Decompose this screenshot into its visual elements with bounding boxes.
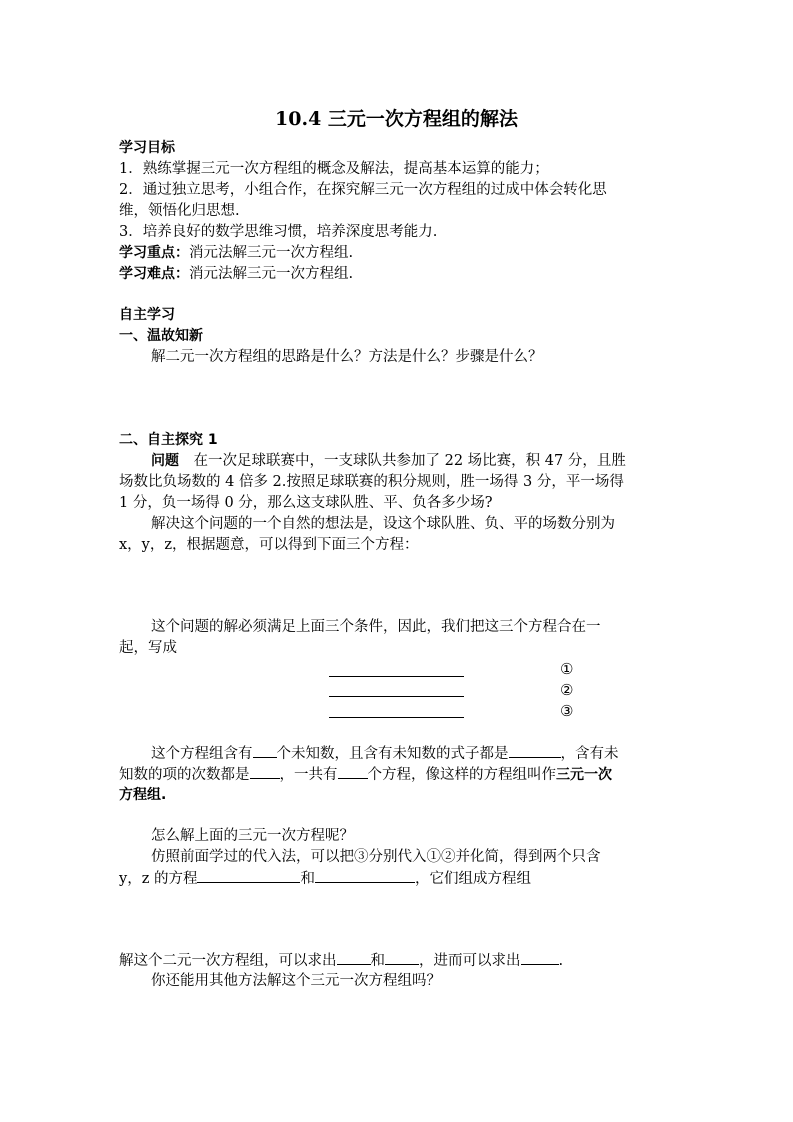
equation-yz-blank-2[interactable] — [315, 868, 415, 883]
goal-item: 维，领悟化归思想. — [119, 203, 240, 219]
equation-blank-3[interactable] — [329, 717, 464, 718]
difficulty-label: 学习难点： — [119, 266, 189, 282]
substitution-text: 和 — [300, 871, 315, 887]
equation-marker: ② — [560, 681, 574, 699]
problem-line: 1 分，负一场得 0 分，那么这支球队胜、平、负各多少场? — [119, 495, 493, 511]
unknown-count-blank[interactable] — [253, 743, 277, 758]
problem-line — [151, 451, 626, 471]
substitution-line: 仿照前面学过的代入法，可以把③分别代入①②并化简，得到两个只含 — [151, 849, 601, 865]
goal-item: 1．熟练掌握三元一次方程组的概念及解法，提高基本运算的能力； — [119, 161, 549, 177]
concept-line-2 — [119, 764, 612, 785]
concept-text: 知数的项的次数都是 — [119, 767, 250, 783]
concept-text: 个未知数，且含有未知数的式子都是 — [276, 746, 509, 762]
solve-line — [119, 950, 563, 971]
concept-text: ，一共有 — [279, 767, 338, 783]
idea-line: x，y，z，根据题意，可以得到下面三个方程： — [119, 537, 419, 553]
goal-item: 3．培养良好的数学思维习惯，培养深度思考能力. — [119, 224, 438, 240]
key-point-text: 消元法解三元一次方程组. — [189, 245, 354, 261]
problem-text: 在一次足球联赛中，一支球队共参加了 22 场比赛，积 47 分，且胜 — [179, 453, 626, 469]
key-point-label: 学习重点： — [119, 245, 189, 261]
other-method-question: 你还能用其他方法解这个三元一次方程组吗？ — [151, 973, 441, 989]
goal-item: 2．通过独立思考，小组合作，在探究解三元一次方程组的过成中体会转化思 — [119, 182, 607, 198]
solve-text: 和 — [370, 953, 385, 969]
difficulty-text: 消元法解三元一次方程组. — [189, 266, 354, 282]
substitution-text: y，z 的方程 — [119, 871, 198, 887]
substitution-line-2 — [119, 868, 531, 889]
concept-term: 三元一次 — [556, 767, 612, 783]
concept-text: ，含有未 — [560, 746, 619, 762]
equation-marker: ① — [560, 660, 574, 678]
review-question: 解二元一次方程组的思路是什么？方法是什么？步骤是什么？ — [151, 349, 543, 365]
concept-text: 个方程，像这样的方程组叫作 — [367, 767, 556, 783]
combine-line: 这个问题的解必须满足上面三个条件，因此，我们把这三个方程合在一 — [151, 619, 601, 635]
review-heading: 一、温故知新 — [119, 328, 203, 344]
solve-text: . — [558, 953, 564, 969]
how-question: 怎么解上面的三元一次方程呢？ — [151, 828, 354, 844]
equation-yz-blank-1[interactable] — [197, 868, 300, 883]
equation-count-blank[interactable] — [338, 764, 368, 779]
equation-marker: ③ — [560, 702, 574, 720]
combine-line: 起，写成 — [119, 640, 177, 656]
problem-label: 问题 — [151, 453, 179, 469]
solve-text: ，进而可以求出 — [419, 953, 521, 969]
concept-line-1 — [151, 743, 619, 764]
key-point — [119, 243, 353, 263]
degree-blank[interactable] — [250, 764, 280, 779]
expression-type-blank[interactable] — [509, 743, 561, 758]
concept-text: 这个方程组含有 — [151, 746, 253, 762]
solve-blank-2[interactable] — [385, 950, 419, 965]
equation-blank-1[interactable] — [329, 676, 464, 677]
page-title: 10.4 三元一次方程组的解法 — [275, 108, 518, 130]
substitution-text: ，它们组成方程组 — [414, 871, 531, 887]
solve-blank-3[interactable] — [521, 950, 559, 965]
difficulty-point — [119, 264, 353, 284]
problem-line: 场数比负场数的 4 倍多 2.按照足球联赛的积分规则，胜一场得 3 分，平一场得 — [119, 474, 624, 490]
solve-blank-1[interactable] — [337, 950, 371, 965]
idea-line: 解决这个问题的一个自然的想法是，设这个球队胜、负、平的场数分别为 — [151, 516, 615, 532]
self-study-heading: 自主学习 — [119, 307, 175, 323]
explore-heading: 二、自主探究 1 — [119, 432, 218, 448]
equation-blank-2[interactable] — [329, 696, 464, 697]
solve-text: 解这个二元一次方程组，可以求出 — [119, 953, 337, 969]
concept-term-end: 方程组. — [119, 787, 167, 803]
goals-heading: 学习目标 — [119, 140, 175, 156]
